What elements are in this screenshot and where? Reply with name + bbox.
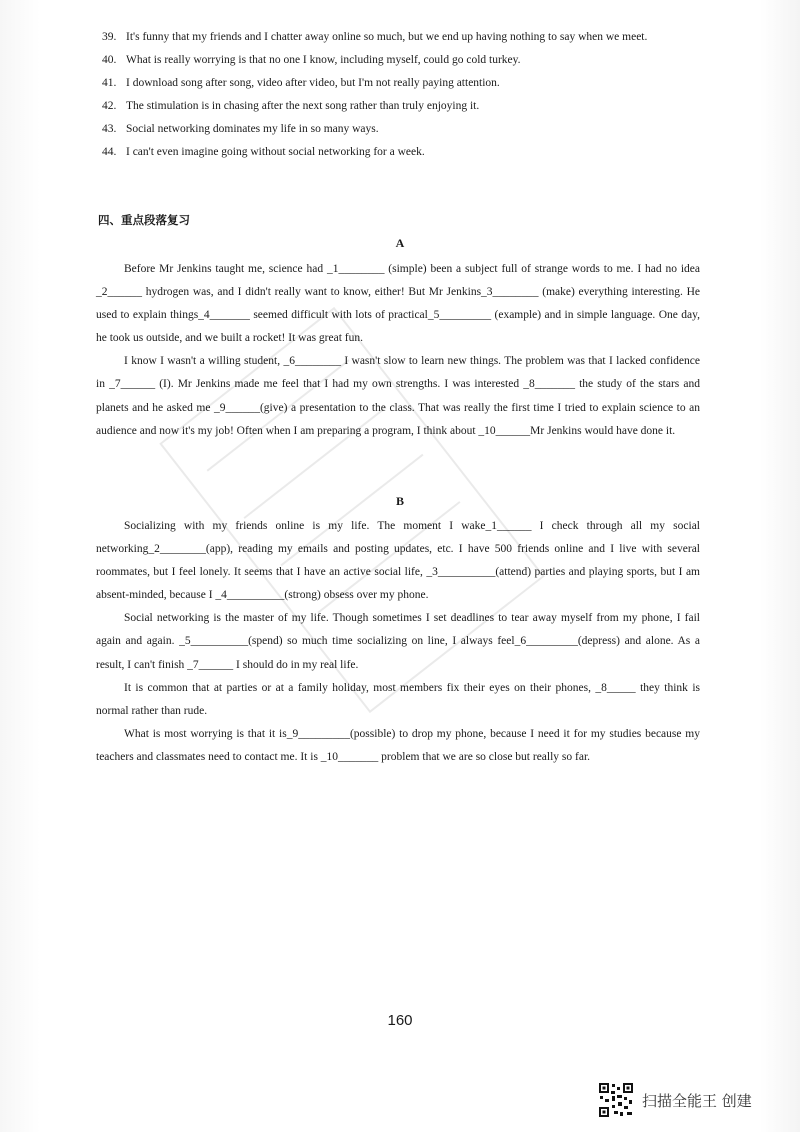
sentence-text: I can't even imagine going without social networking for a week. <box>126 146 425 158</box>
sentence-number: 43. <box>102 123 117 135</box>
sentence-number: 39. <box>102 31 117 43</box>
sentence-42 <box>102 95 702 118</box>
sentence-number: 44. <box>102 146 117 158</box>
part-b-passage <box>96 515 700 769</box>
section-title: 四、重点段落复习 <box>98 213 190 227</box>
part-b-paragraph-1: Socializing with my friends online is my life. The moment I wake_1______ I check through all my social networking_2________(app), reading my emails and posting updates, etc. I have 500 friends online and I live with several roommates, but I feel lonely. It seems that I have an active social life, _3__________(attend) parties and playing sports, but I am absent-minded, because I _4__________(strong) obsess over my phone. <box>96 520 700 602</box>
part-a-paragraph-2: I know I wasn't a willing student, _6________ I wasn't slow to learn new things. The problem was that I lacked confidence in _7______ (I). Mr Jenkins made me feel that I had my own strengths. I was interested _8_______ the study of the stars and planets and he asked me _9______(give) a presentation to the class. That was really the first time I tried to explain science to an audience and now it's my job! Often when I am preparing a program, I think about _10______Mr Jenkins would have done it. <box>96 355 700 437</box>
sentence-text: Social networking dominates my life in so many ways. <box>126 123 379 135</box>
part-a-label: A <box>395 236 405 250</box>
part-b-paragraph-4: What is most worrying is that it is_9_________(possible) to drop my phone, because I need it for my studies because my teachers and classmates need to contact me. It is _10_______ problem that we are so close but really so far. <box>96 727 700 763</box>
page-number: 160 <box>387 1012 413 1029</box>
sentence-number: 40. <box>102 54 117 66</box>
numbered-sentence-list <box>102 26 702 164</box>
sentence-39 <box>102 26 702 49</box>
part-a-passage <box>96 258 700 443</box>
part-b-label: B <box>395 494 404 508</box>
part-b-paragraph-2: Social networking is the master of my life. Though sometimes I set deadlines to tear away myself from my phone, I fail again and again. _5__________(spend) so much time socializing on line, I always feel_6_________(depress) and alone. As a result, I can't finish _7______ I should do in my real life. <box>96 612 700 671</box>
part-b-paragraph-3: It is common that at parties or at a family holiday, most members fix their eyes on their phones, _8_____ they think is normal rather than rude. <box>96 681 700 717</box>
sentence-number: 42. <box>102 100 117 112</box>
sentence-43 <box>102 118 702 141</box>
sentence-text: What is really worrying is that no one I know, including myself, could go cold turkey. <box>126 54 521 66</box>
scanner-badge-text: 扫描全能王 创建 <box>642 1092 752 1110</box>
sentence-number: 41. <box>102 77 117 89</box>
sentence-text: I download song after song, video after video, but I'm not really paying attention. <box>126 77 500 89</box>
sentence-44 <box>102 141 702 164</box>
sentence-40 <box>102 49 702 72</box>
sentence-text: The stimulation is in chasing after the next song rather than truly enjoying it. <box>126 100 480 112</box>
qr-code-icon <box>598 1082 634 1118</box>
sentence-text: It's funny that my friends and I chatter away online so much, but we end up having nothing to say when we meet. <box>126 31 648 43</box>
sentence-41 <box>102 72 702 95</box>
part-a-paragraph-1: Before Mr Jenkins taught me, science had _1________ (simple) been a subject full of strange words to me. I had no idea _2______ hydrogen was, and I didn't really want to know, either! But Mr Jenkins_3________ (make) everything interesting. He used to explain things_4_______ seemed difficult with lots of practical_5_________ (example) and in simple language. One day, he took us outside, and we built a rocket! It was great fun. <box>96 263 700 345</box>
